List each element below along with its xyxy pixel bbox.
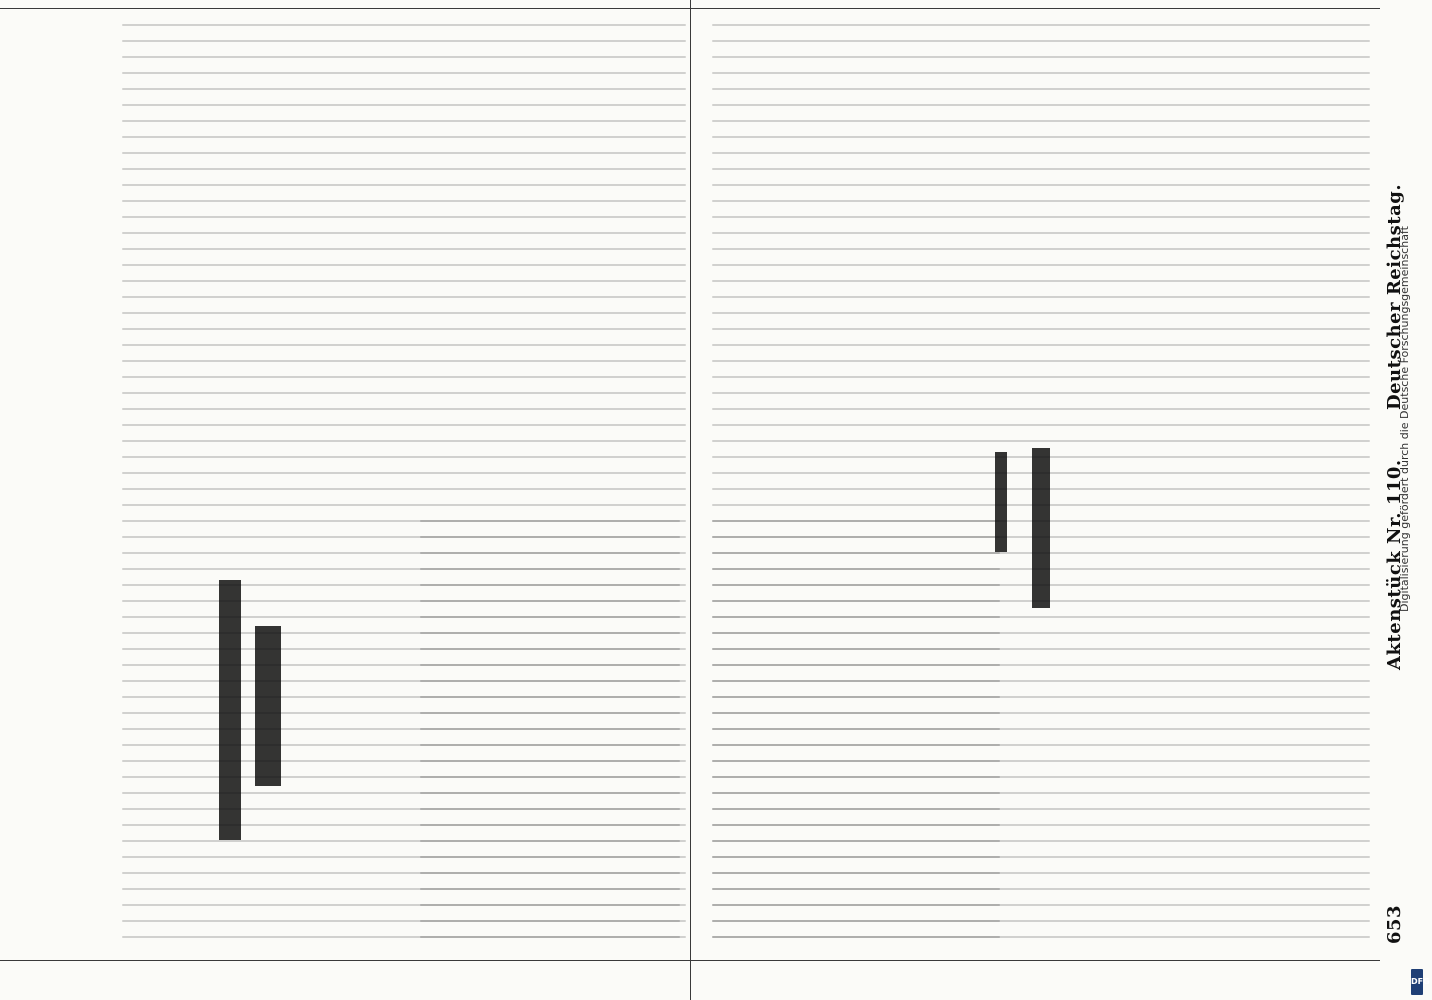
text-line — [122, 328, 686, 330]
text-line — [122, 264, 686, 266]
text-line — [712, 40, 1370, 42]
text-line — [420, 824, 680, 826]
text-line — [712, 584, 1000, 586]
text-line — [420, 600, 680, 602]
text-line — [122, 376, 686, 378]
text-line — [420, 712, 680, 714]
text-line — [122, 424, 686, 426]
text-line — [122, 56, 686, 58]
text-line — [712, 904, 1000, 906]
text-line — [420, 840, 680, 842]
text-line — [420, 696, 680, 698]
text-line — [420, 776, 680, 778]
header-left: Deutscher Reichstag. — [1384, 183, 1405, 410]
text-line — [122, 296, 686, 298]
text-line — [712, 936, 1000, 938]
text-line — [712, 920, 1000, 922]
text-line — [712, 232, 1370, 234]
text-line — [420, 584, 680, 586]
text-line — [712, 344, 1370, 346]
text-line — [420, 680, 680, 682]
text-line — [420, 568, 680, 570]
text-line — [420, 632, 680, 634]
text-line — [712, 872, 1000, 874]
text-line — [712, 536, 1000, 538]
text-line — [712, 24, 1370, 26]
text-line — [122, 440, 686, 442]
text-line — [420, 536, 680, 538]
text-line — [712, 440, 1370, 442]
text-line — [712, 88, 1370, 90]
text-line — [712, 136, 1370, 138]
text-line — [122, 280, 686, 282]
text-line — [712, 424, 1370, 426]
text-line — [712, 616, 1000, 618]
text-line — [712, 392, 1370, 394]
text-line — [712, 760, 1000, 762]
page-number: 653 — [1384, 904, 1405, 944]
text-line — [420, 552, 680, 554]
text-line — [712, 72, 1370, 74]
text-line — [122, 88, 686, 90]
text-line — [420, 744, 680, 746]
text-line — [712, 712, 1000, 714]
text-line — [420, 936, 680, 938]
text-line — [122, 216, 686, 218]
text-line — [712, 120, 1370, 122]
report-title-mark — [255, 626, 281, 786]
text-line — [122, 344, 686, 346]
text-line — [420, 520, 680, 522]
text-line — [712, 104, 1370, 106]
text-line — [712, 168, 1370, 170]
text-line — [712, 152, 1370, 154]
text-line — [122, 504, 686, 506]
text-line — [712, 408, 1370, 410]
column-divider — [690, 0, 691, 1000]
text-line — [420, 648, 680, 650]
text-line — [420, 616, 680, 618]
text-line — [122, 72, 686, 74]
text-line — [712, 632, 1000, 634]
text-line — [122, 360, 686, 362]
text-line — [712, 56, 1370, 58]
text-line — [712, 216, 1370, 218]
heading-mark — [1032, 448, 1050, 608]
text-line — [122, 184, 686, 186]
text-line — [712, 600, 1000, 602]
text-line — [122, 232, 686, 234]
text-line — [712, 856, 1000, 858]
text-line — [712, 280, 1370, 282]
text-line — [712, 840, 1000, 842]
text-line — [420, 872, 680, 874]
text-line — [420, 808, 680, 810]
text-line — [712, 184, 1370, 186]
text-line — [712, 248, 1370, 250]
text-line — [712, 568, 1000, 570]
bottom-rule — [0, 960, 1380, 961]
text-line — [712, 312, 1370, 314]
text-line — [712, 648, 1000, 650]
report-subtitle-mark — [219, 580, 241, 840]
text-line — [122, 136, 686, 138]
text-line — [122, 312, 686, 314]
text-line — [712, 776, 1000, 778]
text-line — [420, 792, 680, 794]
text-line — [712, 888, 1000, 890]
text-line — [122, 472, 686, 474]
text-line — [712, 520, 1000, 522]
digitization-footer: Digitalisierung gefördert durch die Deutsche Forschungsgemeinschaft — [1398, 226, 1411, 612]
text-line — [420, 728, 680, 730]
text-line — [122, 152, 686, 154]
text-line — [712, 728, 1000, 730]
text-line — [712, 696, 1000, 698]
text-line — [712, 296, 1370, 298]
header-center: Aktenstück Nr. 110. — [1384, 459, 1405, 670]
text-line — [420, 856, 680, 858]
text-line — [420, 904, 680, 906]
text-line — [420, 760, 680, 762]
text-line — [712, 744, 1000, 746]
text-line — [122, 120, 686, 122]
text-line — [122, 248, 686, 250]
text-line — [420, 664, 680, 666]
text-line — [712, 664, 1000, 666]
text-line — [712, 824, 1000, 826]
text-line — [122, 456, 686, 458]
text-line — [712, 360, 1370, 362]
text-line — [712, 680, 1000, 682]
text-line — [122, 168, 686, 170]
dfg-logo: DFG — [1411, 969, 1423, 995]
text-line — [712, 792, 1000, 794]
text-line — [122, 488, 686, 490]
text-line — [712, 552, 1000, 554]
text-line — [420, 888, 680, 890]
text-line — [122, 200, 686, 202]
text-line — [712, 808, 1000, 810]
text-line — [122, 24, 686, 26]
text-line — [420, 920, 680, 922]
heading-mark-secondary — [995, 452, 1007, 552]
text-line — [712, 376, 1370, 378]
text-line — [712, 328, 1370, 330]
text-line — [122, 40, 686, 42]
text-line — [122, 104, 686, 106]
text-line — [122, 408, 686, 410]
text-line — [712, 200, 1370, 202]
text-line — [122, 392, 686, 394]
text-line — [712, 264, 1370, 266]
